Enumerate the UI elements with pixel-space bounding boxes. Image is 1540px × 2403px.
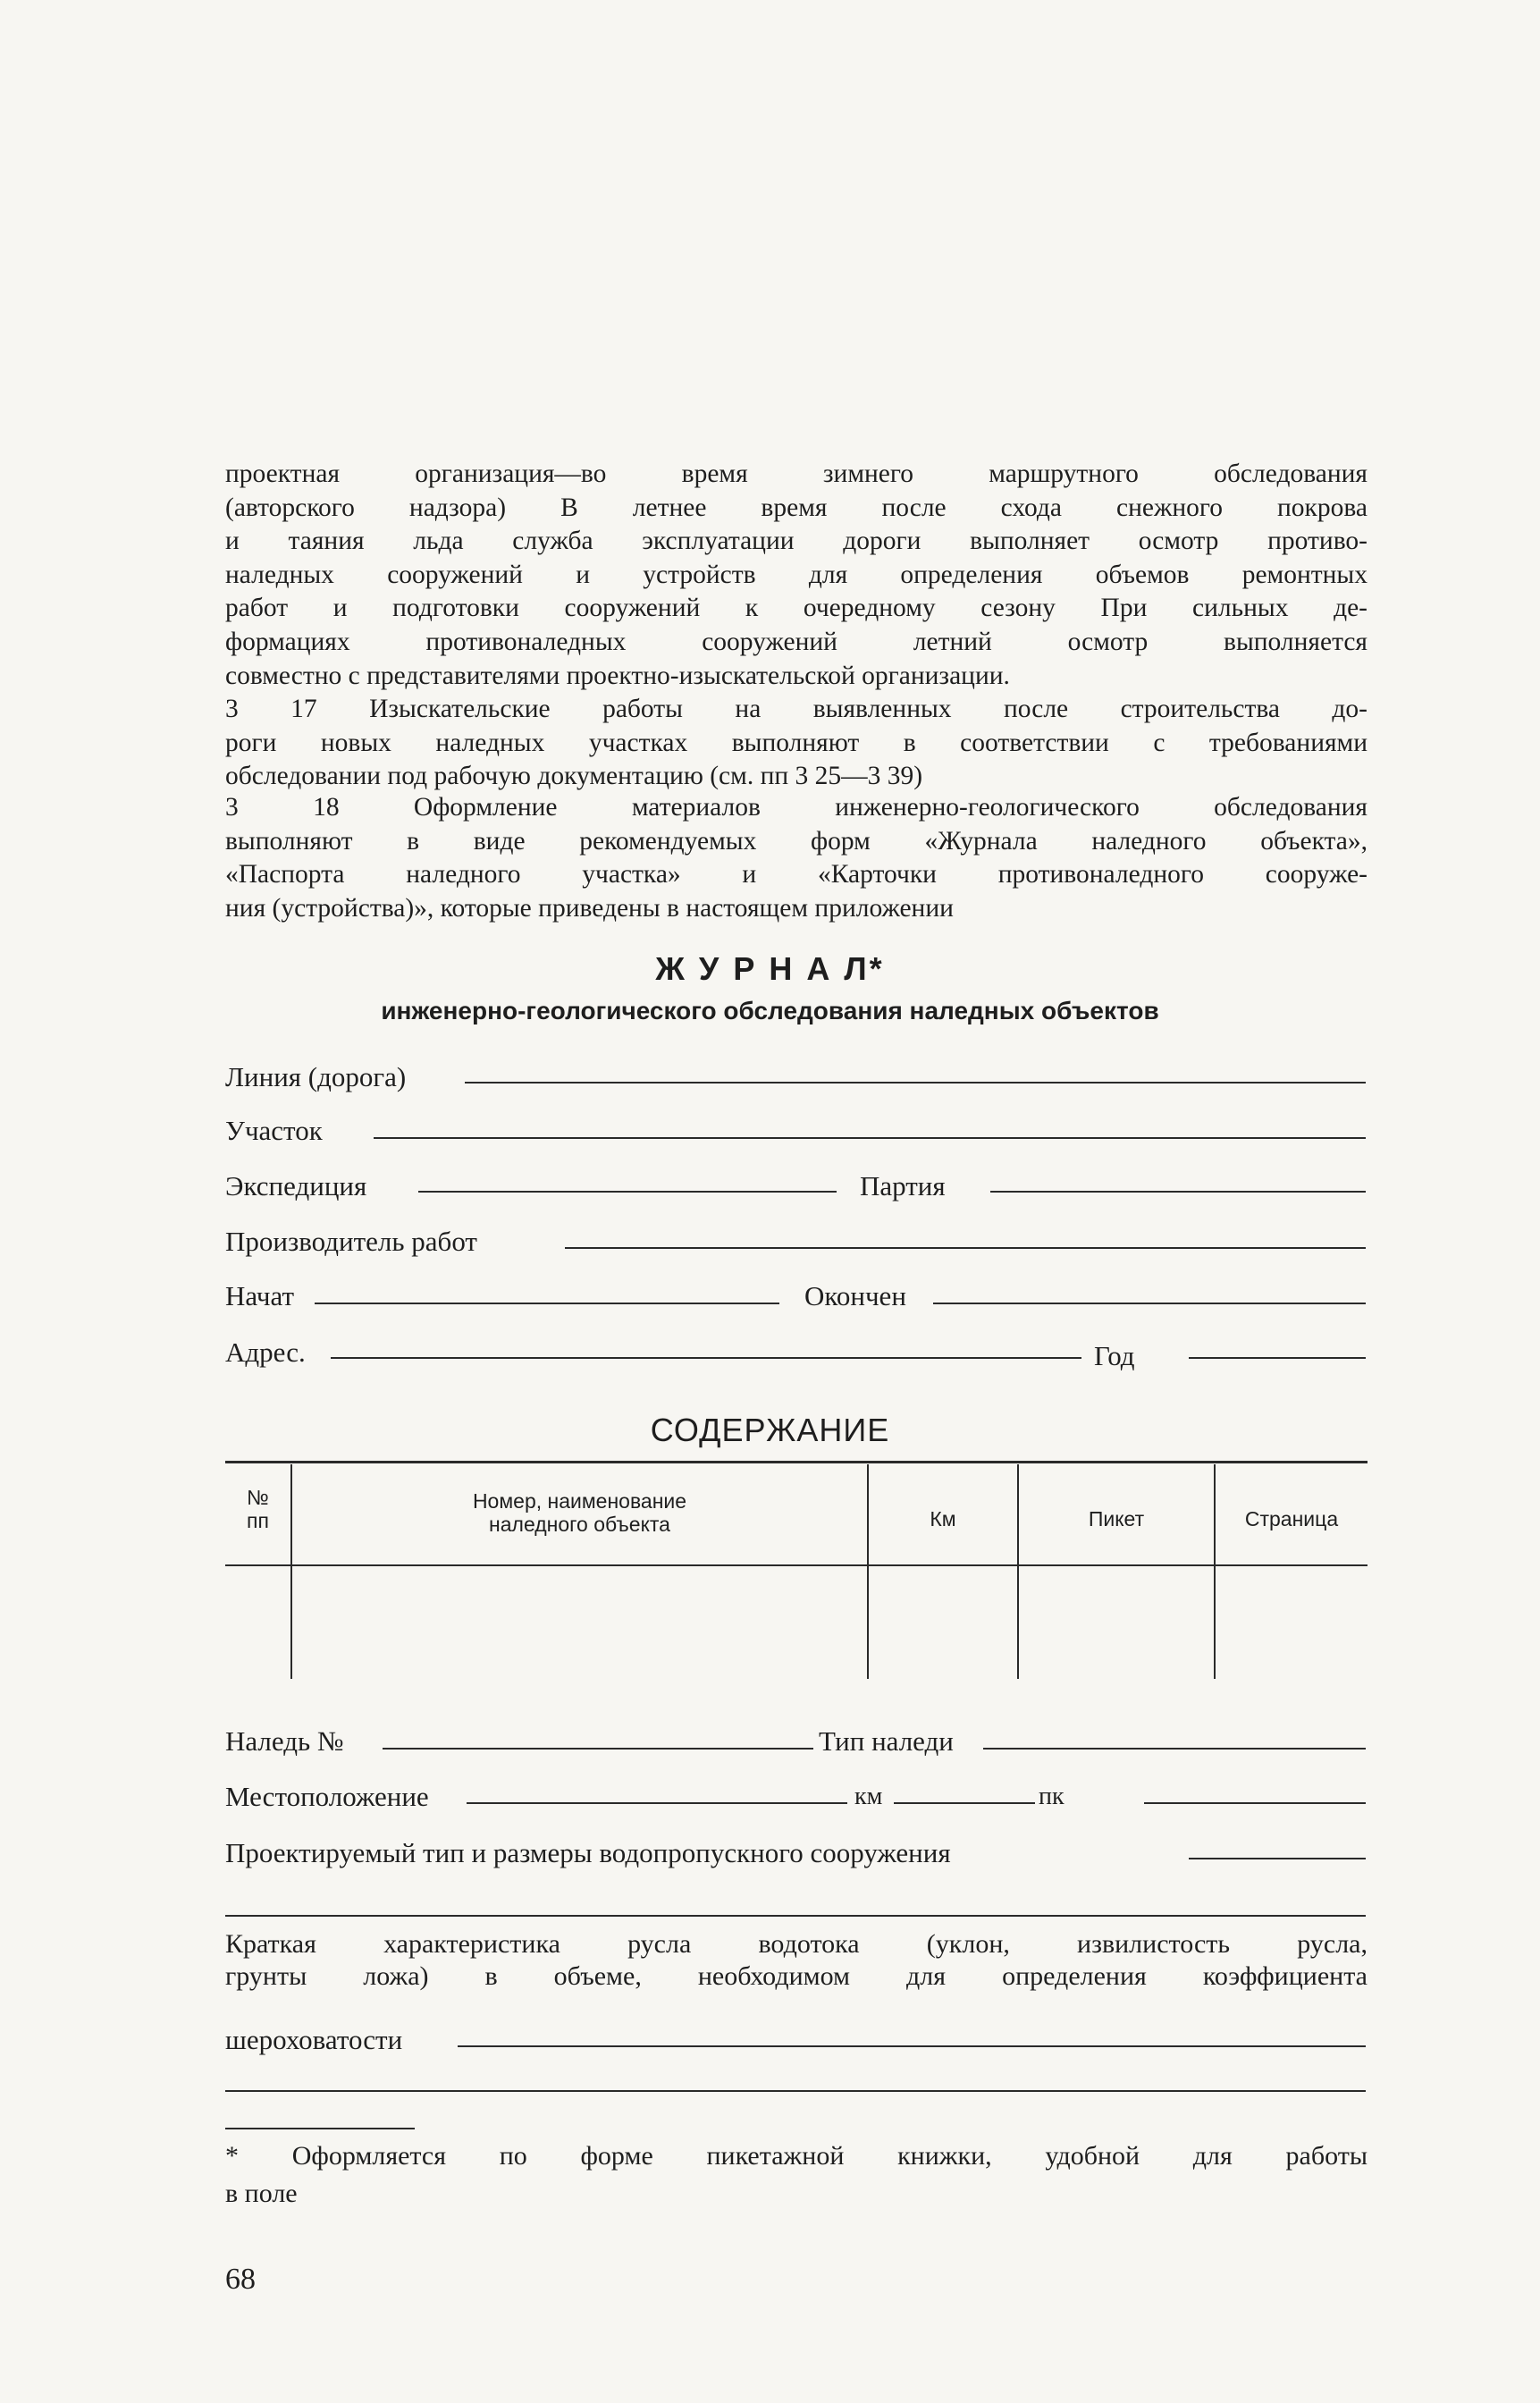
col-header-num: [225, 1486, 290, 1532]
field-location-label: Местоположение: [225, 1781, 429, 1812]
col-header-name-line1: Номер, наименование: [472, 1489, 687, 1513]
text-line: выполняют в виде рекомендуемых форм «Журнала наледного объекта»,: [225, 826, 1367, 856]
field-roughness-label: шероховатости: [225, 2024, 403, 2055]
table-top-rule: [225, 1461, 1367, 1463]
journal-title: Ж У Р Н А Л*: [655, 950, 885, 987]
field-icing-no-blank[interactable]: [383, 1748, 813, 1750]
col-header-name-line2: наледного объекта: [489, 1513, 670, 1536]
text-line: ния (устройства)», которые приведены в настоящем приложении: [225, 893, 954, 923]
paragraph-3-18: [225, 791, 1367, 925]
field-finished-blank[interactable]: [933, 1303, 1366, 1304]
field-culvert-blank[interactable]: [1189, 1858, 1366, 1859]
field-location-blank[interactable]: [467, 1802, 847, 1804]
field-roughness-blank-2[interactable]: [225, 2090, 1366, 2092]
text-line: 3 17 Изыскательские работы на выявленных после строительства до-: [225, 695, 1367, 723]
text-line: работ и подготовки сооружений к очередному сезону При сильных де-: [225, 594, 1367, 623]
field-icing-type-label: Тип наледи: [819, 1725, 954, 1757]
text-line: обследовании под рабочую документацию (см. пп 3 25—3 39): [225, 762, 923, 791]
field-icing-type-blank[interactable]: [983, 1748, 1366, 1750]
field-icing-no-label: Наледь №: [225, 1725, 344, 1757]
col-header-km: Км: [930, 1507, 956, 1530]
text-line: роги новых наледных участках выполняют в соответствии с требованиями: [225, 728, 1367, 757]
field-section-label: Участок: [225, 1115, 323, 1146]
col-header-num-line2: пп: [247, 1509, 269, 1532]
field-culvert-blank-2[interactable]: [225, 1915, 1366, 1917]
field-line-road-label: Линия (дорога): [225, 1061, 407, 1092]
text-line: 3 18 Оформление материалов инженерно-геологического обследования: [225, 793, 1367, 822]
field-address-label: Адрес.: [225, 1336, 306, 1368]
text-line: (авторского надзора) В летнее время после схода снежного покрова: [225, 493, 1367, 522]
field-works-manager-blank[interactable]: [565, 1247, 1366, 1249]
field-expedition-blank[interactable]: [418, 1191, 837, 1193]
field-section-blank[interactable]: [374, 1137, 1366, 1139]
table-col-divider: [1214, 1464, 1216, 1679]
text-line: грунты ложа) в объеме, необходимом для определения коэффициента: [225, 1961, 1367, 1991]
field-channel-label: [225, 1928, 1367, 1993]
field-expedition-label: Экспедиция: [225, 1170, 367, 1202]
page-number: 68: [225, 2263, 256, 2296]
text-line: «Паспорта наледного участка» и «Карточки противоналедного сооруже-: [225, 860, 1367, 890]
col-header-picket: Пикет: [1088, 1507, 1145, 1530]
col-header-num-line1: №: [247, 1486, 269, 1509]
field-started-label: Начат: [225, 1280, 295, 1311]
paragraph-maintenance: [225, 458, 1367, 693]
text-line: наледных сооружений и устройств для определения объемов ремонтных: [225, 560, 1367, 589]
field-line-road-blank[interactable]: [465, 1082, 1366, 1083]
col-header-page: Страница: [1244, 1507, 1339, 1530]
field-party-blank[interactable]: [990, 1191, 1366, 1193]
contents-heading: СОДЕРЖАНИЕ: [650, 1412, 890, 1448]
field-works-manager-label: Производитель работ: [225, 1226, 477, 1257]
paragraph-3-17: [225, 693, 1367, 794]
text-line: совместно с представителями проектно-изыскательской организации.: [225, 661, 1010, 690]
field-pk-label: пк: [1039, 1783, 1065, 1810]
col-header-name: [292, 1489, 867, 1536]
table-col-divider: [867, 1464, 869, 1679]
text-line: Краткая характеристика русла водотока (уклон, извилистость русла,: [225, 1929, 1367, 1959]
field-address-blank[interactable]: [331, 1357, 1081, 1359]
field-started-blank[interactable]: [315, 1303, 779, 1304]
field-roughness-blank[interactable]: [458, 2045, 1366, 2047]
text-line: и таяния льда служба эксплуатации дороги выполняет осмотр противо-: [225, 527, 1367, 556]
field-year-label: Год: [1094, 1340, 1135, 1371]
table-col-divider: [1017, 1464, 1019, 1679]
journal-subtitle: инженерно-геологического обследования наледных объектов: [381, 997, 1159, 1024]
field-pk-blank[interactable]: [1144, 1802, 1366, 1804]
field-finished-label: Окончен: [804, 1280, 906, 1311]
field-culvert-label: Проектируемый тип и размеры водопропускного сооружения: [225, 1837, 951, 1868]
table-header-rule: [225, 1564, 1367, 1566]
field-party-label: Партия: [860, 1170, 946, 1202]
field-km-label: км: [854, 1783, 883, 1810]
footnote-separator: [225, 2128, 415, 2129]
field-km-blank[interactable]: [894, 1802, 1035, 1804]
footnote-line2: в поле: [225, 2179, 298, 2208]
text-line: проектная организация—во время зимнего маршрутного обследования: [225, 460, 1367, 488]
field-year-blank[interactable]: [1189, 1357, 1366, 1359]
footnote-line1: * Оформляется по форме пикетажной книжки, удобной для работы: [225, 2141, 1367, 2171]
text-line: формациях противоналедных сооружений летний осмотр выполняется: [225, 627, 1367, 656]
